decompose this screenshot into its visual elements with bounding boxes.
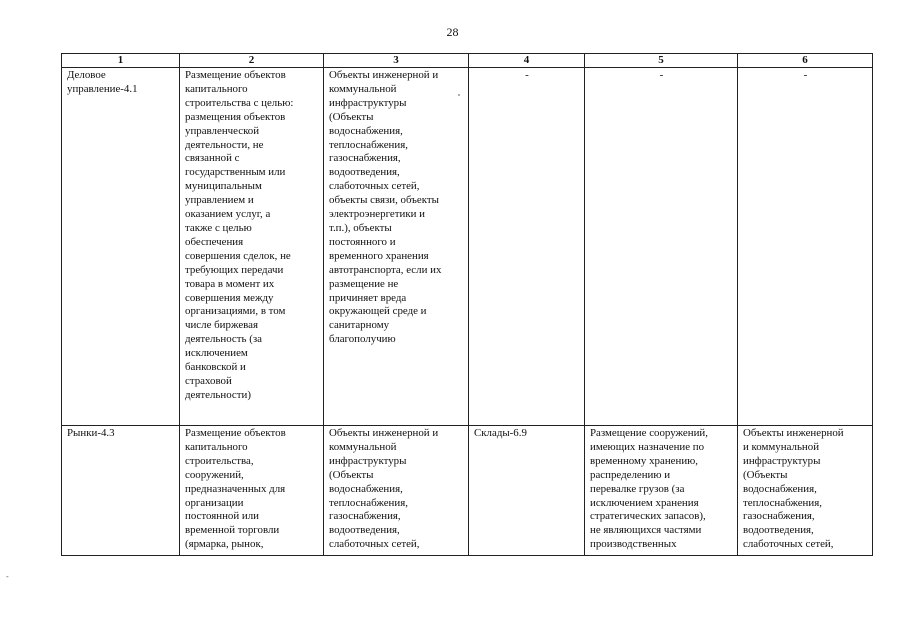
table-cell-conditional-objects: Объекты инженерной и коммунальной инфраструктуры (Объекты водоснабжения, теплоснабжения, газоснабжения, водоотведения, слаботочных сетей,	[738, 426, 873, 556]
table-cell-conditional-use: Склады-6.9	[469, 426, 585, 556]
table-row	[62, 68, 873, 426]
table-cell-use-description: Размещение объектов капитального строительства с целью: размещения объектов управленческой деятельности, не связанной с государственным или муниципальным управлением и оказанием услуг, а также с целью обеспечения совершения сделок, не требующих передачи товара в момент их совершения между организациями, в том числе биржевая деятельность (за исключением банковской и страховой деятельности)	[180, 68, 324, 426]
table-cell-conditional-objects: -	[738, 68, 873, 426]
column-header-3: 3	[324, 54, 469, 68]
table-cell-conditional-use: -	[469, 68, 585, 426]
column-header-5: 5	[585, 54, 738, 68]
table-cell-conditional-description: Размещение сооружений, имеющих назначение по временному хранению, распределению и перевалке грузов (за исключением хранения стратегических запасов), не являющихся частями производственных	[585, 426, 738, 556]
table-cell-use-description: Размещение объектов капитального строительства, сооружений, предназначенных для организации постоянной или временной торговли (ярмарка, рынок,	[180, 426, 324, 556]
table-row	[62, 426, 873, 556]
table-cell-use-name: Деловое управление-4.1	[62, 68, 180, 426]
column-header-6: 6	[738, 54, 873, 68]
table-cell-use-name: Рынки-4.3	[62, 426, 180, 556]
table-cell-auxiliary-objects: Объекты инженерной и коммунальной инфраструктуры (Объекты водоснабжения, теплоснабжения, газоснабжения, водоотведения, слаботочных сетей,	[324, 426, 469, 556]
column-header-1: 1	[62, 54, 180, 68]
table-cell-conditional-description: -	[585, 68, 738, 426]
page-number: 28	[446, 25, 459, 39]
column-header-4: 4	[469, 54, 585, 68]
table-header-row	[62, 54, 873, 68]
land-use-table	[61, 53, 873, 556]
margin-mark: -	[6, 572, 9, 581]
column-header-2: 2	[180, 54, 324, 68]
table-cell-auxiliary-objects: Объекты инженерной и коммунальной инфраструктуры (Объекты водоснабжения, теплоснабжения, газоснабжения, водоотведения, слаботочных сетей, объекты связи, объекты электроэнергетики и т.п.), объекты постоянного и временного хранения автотранспорта, если их размещение не причиняет вреда окружающей среде и санитарному благополучию	[324, 68, 469, 426]
